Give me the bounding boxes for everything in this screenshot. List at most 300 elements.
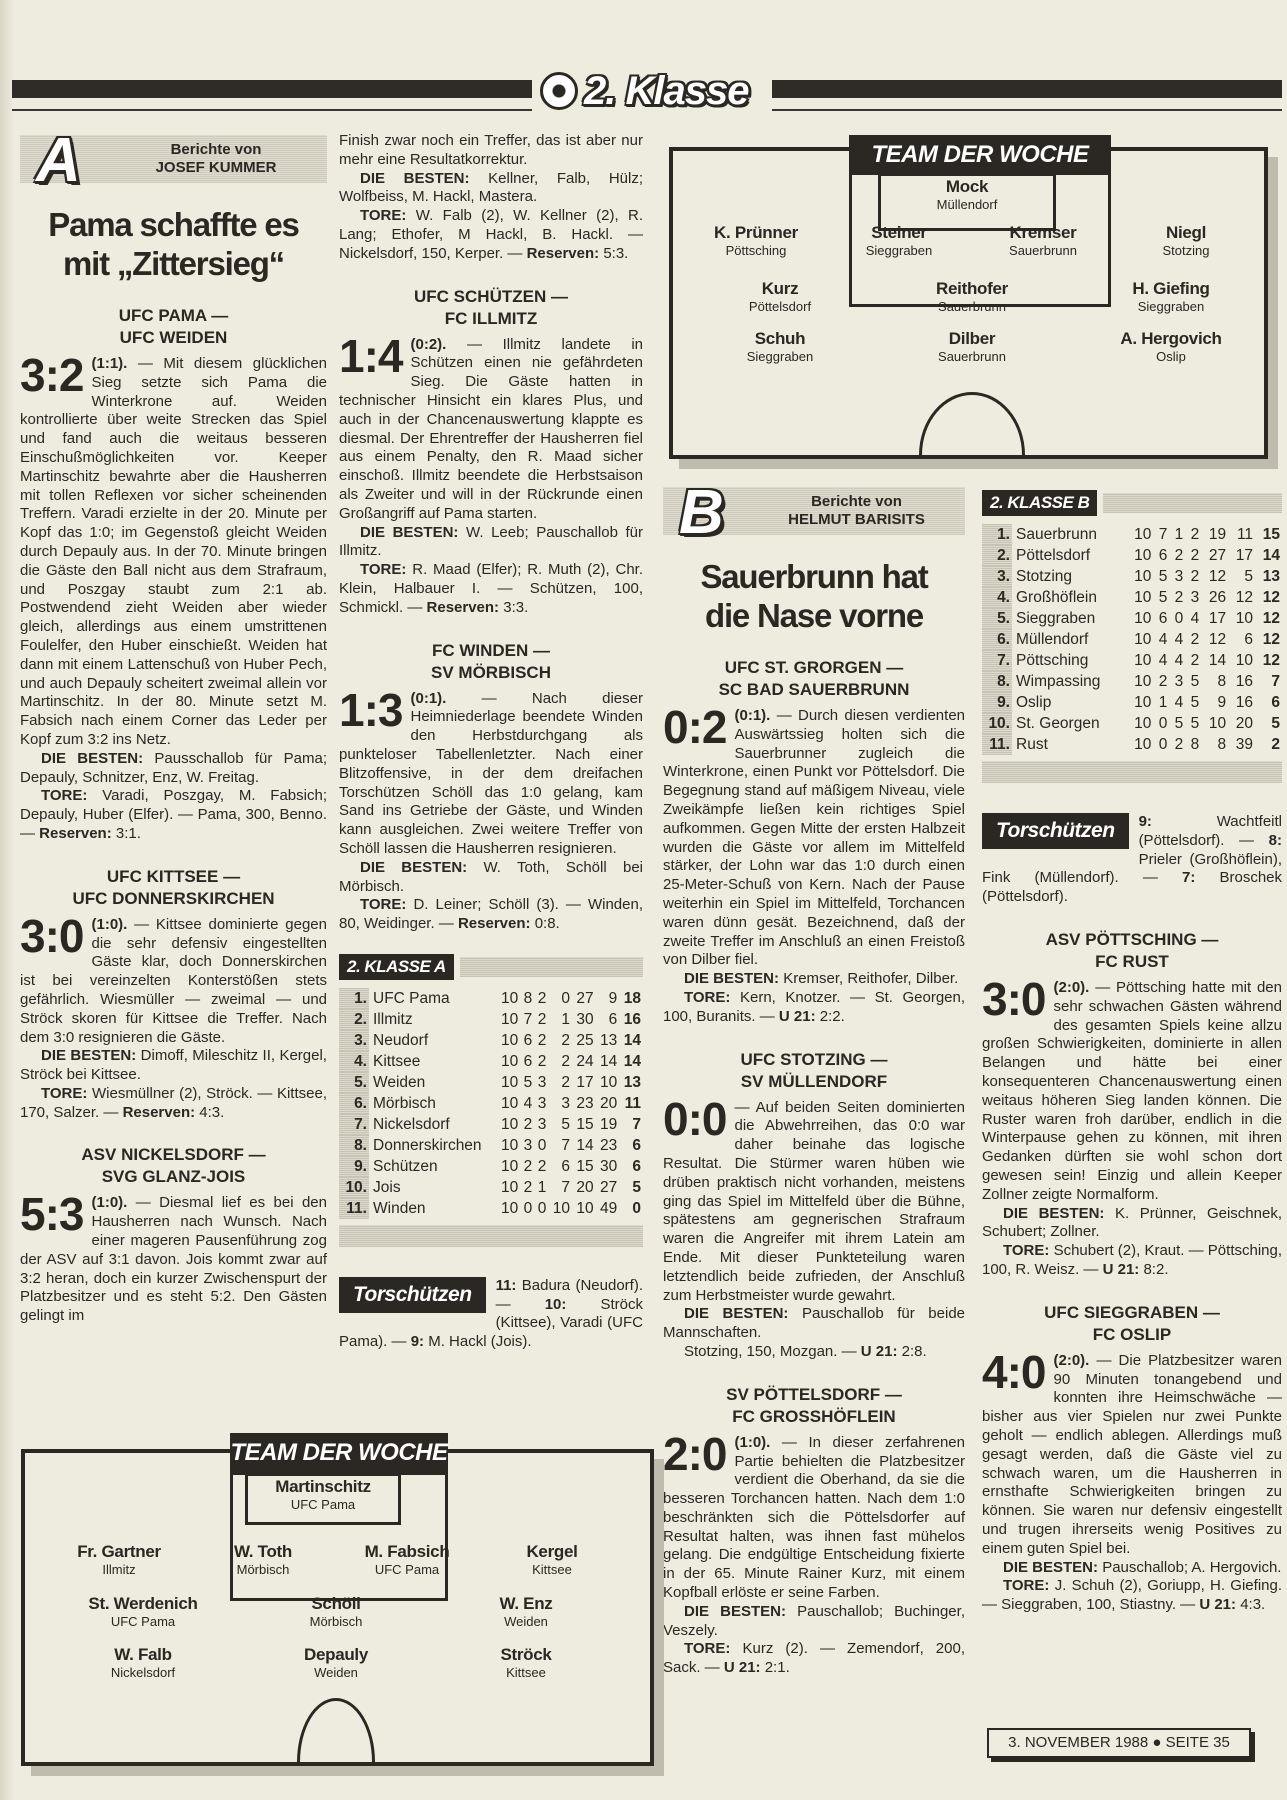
match-teams (20, 866, 327, 910)
player-club: Müllendorf (936, 197, 998, 212)
table-cell: 2 (523, 1157, 533, 1175)
top-scorers-label: Torschützen (982, 813, 1129, 849)
scorer-text: Broschek (Pöttelsdorf). (982, 869, 1283, 906)
page-number: SEITE 35 (1165, 1734, 1230, 1751)
table-cell: 25 (576, 1031, 594, 1049)
match-report (20, 909, 327, 1048)
best-players-label: DIE BESTEN: (360, 523, 459, 541)
report-text: — Mit diesem glücklichen Sieg setzte sich Pama die Winterkrone auf. Weiden kontrollierte über weite Strecken das Spiel und fand auch die weitaus besseren Einschußmöglichkeiten vor. Keeper Martinschitz bewahrte aber die Hausherren mit tollen Reflexen vor sicher scheinenden Treffern. Varadi erzielte in der 20. Minute per Kopf das 1:0; im Gegenstoß gleicht Weiden durch Depauly aus. In der 70. Minute bringen die Gäste den Ball nicht aus dem Strafraum, und Poszgay staubt zum 2:1 ab. Postwendend zieht Weiden aber wieder gleich, allerdings aus einem umstrittenen Foulelfer, den Huber einschießt. Weiden hat dann mit einem Lattenschuß von Huber Pech, und auch Depauly scheitert zweimal allein vor Martinschitz. In der 80. Minute setzt M. Fabsich nach einem Corner das Leder per Kopf zum 3:2 ins Netz. (20, 355, 327, 748)
table-cell: 27 (1208, 547, 1227, 564)
table-cell: 10 (500, 1136, 519, 1154)
table-cell: UFC Pama (373, 989, 450, 1007)
team-of-week-a (21, 1439, 654, 1766)
table-cell: 10 (1134, 610, 1152, 627)
goals-line (982, 1242, 1282, 1280)
team-of-week-title: TEAM DER WOCHE (230, 1433, 448, 1475)
table-cell: 30 (576, 1010, 594, 1028)
table-cell: 8. (982, 671, 1012, 692)
table-cell: 11 (1236, 526, 1254, 543)
halftime-score: (0:1). (734, 707, 771, 724)
table-row (339, 1156, 643, 1177)
match-report (663, 1092, 965, 1306)
goals-line (20, 1085, 327, 1123)
goal-count: 9: (410, 1333, 425, 1351)
table-cell: Nickelsdorf (373, 1115, 450, 1133)
goal-count: 10: (544, 1295, 567, 1313)
table-cell: 9. (982, 692, 1012, 713)
player (77, 1542, 161, 1578)
home-team: UFC STOTZING — (740, 1049, 888, 1069)
table-cell: 2 (523, 1115, 533, 1133)
table-row (982, 524, 1282, 545)
table-cell: 5 (1158, 589, 1168, 606)
away-team: SVG GLANZ-JOIS (101, 1167, 246, 1187)
match-score: 5:3 (20, 1188, 84, 1241)
table-cell: 23 (600, 1136, 618, 1154)
table-cell: 26 (1208, 589, 1227, 606)
table-cell: 2 (1190, 631, 1200, 648)
table-cell: 3 (561, 1094, 570, 1112)
goal-count: 8: (1268, 831, 1283, 849)
table-cell: 24 (576, 1052, 594, 1070)
away-team: FC ILLMITZ (444, 308, 538, 328)
match-score: 4:0 (982, 1345, 1046, 1398)
match-teams (982, 1302, 1282, 1346)
extra-result: 2:1. (764, 1659, 790, 1677)
reporter-name: HELMUT BARISITS (788, 511, 925, 528)
goals-text: W. Falb (2), W. Kellner (2), R. Lang; Ethofer, M Hackl, B. Hackl. — Nickelsdorf, 150, Kerper. — (339, 207, 643, 262)
table-cell: 6 (1271, 694, 1280, 711)
table-cell: 10 (500, 1031, 519, 1049)
table-cell: Müllendorf (1016, 631, 1089, 648)
table-cell: 5 (1190, 694, 1200, 711)
table-row (982, 545, 1282, 566)
player (500, 1594, 553, 1630)
player-club: Oslip (1156, 349, 1186, 364)
goals-label: TORE: (360, 561, 407, 579)
best-players-text: Pauschallob; A. Hergovich. (1102, 1558, 1282, 1576)
table-cell: 19 (600, 1115, 618, 1133)
match-teams (663, 1384, 965, 1428)
table-cell: Pöttsching (1016, 652, 1089, 669)
table-cell: 3 (537, 1115, 547, 1133)
halftime-score: (1:0). (734, 1433, 771, 1451)
table-cell: 8. (339, 1135, 369, 1156)
player-club: Pöttelsdorf (748, 299, 812, 314)
report-text: — In dieser zerfahrenen Partie behielten die Platzbesitzer verdient die Oberhand, da sie die besseren Torchancen hatten. Nach dem 1:0 beschränkten sich die Pöttelsdorfer auf Resultat halten, was ihnen fast mühelos gelang. Die endgültige Entscheidung fixierte in der 65. Minute Rainer Kurz, mit einem Kopfball erlöste er seine Farben. (663, 1433, 965, 1602)
header-rule-left (12, 80, 532, 98)
table-cell: 13 (600, 1031, 618, 1049)
player (1009, 223, 1077, 259)
table-cell: 19 (1208, 526, 1227, 543)
table-cell: 10 (500, 1094, 519, 1112)
table-cell: 1 (537, 1178, 547, 1196)
extra-label: U 21: (778, 1007, 816, 1025)
player-name: Kremser (1009, 223, 1077, 242)
table-cell: 27 (600, 1178, 618, 1196)
table-cell: 10 (552, 1199, 570, 1217)
player-name: Dilber (948, 329, 996, 348)
away-team: FC OSLIP (1092, 1324, 1172, 1344)
table-cell: 10 (500, 1052, 519, 1070)
player (111, 1645, 175, 1681)
table-cell: 2 (537, 1031, 547, 1049)
table-cell: 10 (1134, 589, 1152, 606)
extra-result: 3:1. (115, 824, 141, 842)
away-team: FC GROSSHÖFLEIN (732, 1406, 896, 1426)
table-cell: 3 (1190, 589, 1200, 606)
match-score: 0:0 (663, 1092, 727, 1145)
halftime-score: (2:0). (1053, 1351, 1090, 1369)
goals-line (982, 1577, 1282, 1615)
player-club: Kittsee (506, 1665, 546, 1680)
table-cell: 11 (624, 1094, 641, 1112)
table-row (982, 650, 1282, 671)
report-text: — Kittsee dominierte gegen die sehr defensiv eingestellten Gäste klar, doch Donnerskirchen ist bei vereinzelten Konterstößen stets gefährlich. Wiesmüller — zweimal — und Ströck skoren für Kittsee die Treffer. Nach dem 3:0 resignieren die Gäste. (20, 915, 327, 1046)
table-cell: 18 (623, 989, 641, 1007)
headline-line: Sauerbrunn hat (700, 558, 928, 595)
player-club: UFC Pama (374, 1562, 440, 1577)
table-cell: 20 (1235, 715, 1254, 732)
match-teams (339, 286, 643, 330)
match-teams (982, 929, 1282, 973)
player-name: H. Giefing (1132, 279, 1210, 298)
player (1132, 279, 1209, 315)
player-name: Schuh (754, 329, 806, 348)
match-teams (663, 1049, 965, 1093)
table-cell: 12 (1262, 631, 1280, 648)
top-scorers (339, 1277, 643, 1352)
table-cell: 10 (500, 1199, 519, 1217)
table-cell: 14 (1262, 547, 1280, 564)
goals-line (339, 896, 643, 934)
table-cell: 12 (1235, 589, 1254, 606)
table-cell: 10 (1134, 631, 1152, 648)
table-cell: 49 (600, 1199, 618, 1217)
table-cell: 5. (982, 608, 1012, 629)
table-cell: 7 (561, 1136, 570, 1154)
standings-table (982, 524, 1282, 755)
player (936, 279, 1008, 315)
player (714, 223, 798, 259)
table-cell: 6 (608, 1010, 618, 1028)
player-club: Sauerbrunn (938, 299, 1006, 314)
best-players (20, 1047, 327, 1085)
table-cell: 7 (632, 1115, 641, 1133)
scorer-text: Badura (Neudorf). — (495, 1276, 643, 1313)
player (937, 177, 998, 213)
table-row (982, 713, 1282, 734)
match-score: 3:0 (982, 972, 1046, 1025)
table-cell: 2 (1174, 547, 1184, 564)
goals-text: R. Maad (Elfer); R. Muth (2), Chr. Klein, Halbauer I. — Schützen, 100, Schmickl. — (339, 561, 644, 616)
away-team: FC RUST (1095, 951, 1169, 971)
table-cell: 14 (1208, 652, 1227, 669)
table-cell: 0 (523, 1199, 533, 1217)
table-cell: 4 (1158, 652, 1168, 669)
column-1 (20, 126, 327, 1326)
player-club: Kittsee (532, 1562, 572, 1577)
best-players (20, 750, 327, 788)
player-club: Nickelsdorf (110, 1665, 176, 1680)
table-cell: 4. (339, 1051, 369, 1072)
table-cell: 14 (623, 1052, 641, 1070)
table-row (982, 566, 1282, 587)
table-cell: 10 (500, 1073, 519, 1091)
report-text: — Auf beiden Seiten dominierten die Abwehrreihen, das 0:0 war daher beinahe das logische Resultat. Die Stürmer waren hüben wie drüben praktisch nicht vorhanden, meistens ging das Spiel im Mittelfeld über die Bühne, spätestens am gegnerischen Strafraum waren die Angreifer mit ihrem Latein am Ende. Mit dieser Punkteteilung waren letztendlich beide zufrieden, der Anschluß zum Herbstmeister wurde gewahrt. (663, 1098, 965, 1304)
table-cell: 2 (1190, 547, 1200, 564)
table-row (982, 629, 1282, 650)
best-players-text: W. Toth, Schöll bei Mörbisch. (339, 858, 644, 895)
table-cell: 5 (1244, 568, 1254, 585)
reporter-byline (663, 478, 965, 547)
table-cell: 1 (1158, 694, 1168, 711)
table-cell: 20 (600, 1094, 618, 1112)
table-cell: 10 (500, 989, 519, 1007)
best-players-label: DIE BESTEN: (41, 749, 144, 767)
table-cell: 10 (576, 1199, 594, 1217)
table-cell: 10. (982, 713, 1012, 734)
table-cell: 5 (632, 1178, 641, 1196)
table-cell: 10 (1134, 715, 1152, 732)
extra-label: U 21: (1199, 1596, 1237, 1614)
table-row (339, 1114, 643, 1135)
table-cell: 2. (339, 1009, 369, 1030)
extra-label: Reserven: (39, 824, 112, 842)
report-text: — Nach dieser Heimniederlage beendete Winden den Herbstdurchgang als punkteloser Tabellenletzter. Nach einer Blitzoffensive, in der dem dreifachen Torschützen Schöll das 1:0 gelang, kam Sand ins Getriebe der Gäste, und Winden kann ausgleichen. Zwei weitere Treffer von Schöll lassen die Hausherren resignieren. (339, 689, 643, 857)
table-row (339, 1135, 643, 1156)
table-cell: Oslip (1016, 694, 1052, 711)
team-of-week-b (669, 141, 1268, 459)
report-text: — Die Platzbesitzer waren 90 Minuten tonangebend und konnten ihre Heimschwäche — bisher aus vier Spielen nur zwei Punkte geholt — endlich ablegen. Allerdings muß gesagt werden, daß die Gäste viel zu schwach waren, um die Hausherren in ernsthafte Schwierigkeiten bringen zu können. Sie waren nur defensiv eingestellt und trugen ihrerseits wenig Positives zu einem guten Spiel bei. (982, 1351, 1282, 1557)
player-name: Kergel (526, 1542, 578, 1561)
goal-count: 9: (1138, 813, 1152, 830)
table-cell: 6. (982, 629, 1012, 650)
table-cell: 9 (1217, 694, 1227, 711)
headline-line: mit „Zittersieg“ (62, 245, 284, 282)
goal-count: 11: (495, 1276, 517, 1294)
halftime-score: (1:0). (91, 1194, 128, 1212)
table-cell: 5. (339, 1072, 369, 1093)
best-players-text: Dimoff, Mileschitz II, Kergel, Ströck bei Kittsee. (20, 1047, 327, 1084)
table-cell: 5 (1190, 715, 1200, 732)
table-cell: 12 (1262, 610, 1280, 627)
extra-label: U 21: (1102, 1260, 1140, 1278)
goals-text: Kurz (2). — Zemendorf, 200, Sack. — (663, 1640, 966, 1677)
center-circle (919, 392, 1025, 455)
match-report (663, 1427, 965, 1603)
table-cell: 7 (523, 1010, 533, 1028)
column-2 (339, 132, 643, 1352)
standings-title (339, 954, 643, 980)
table-cell: 5 (523, 1073, 533, 1091)
extra-label: Reserven: (457, 915, 531, 933)
report-text: — Diesmal lief es bei den Hausherren nach Wunsch. Nach einer mageren Pausenführung zog der ASV auf 3:1 davon. Jois kommt zwar auf 3:2 heran, doch ein kurzer Zwischenspurt der Platzbesitzer und es steht 5:2. Den Gästen gelingt im (20, 1194, 327, 1325)
table-cell: 2 (1271, 736, 1280, 753)
table-cell: 14 (623, 1031, 641, 1049)
table-cell: 6 (1158, 610, 1168, 627)
standings-title-text: 2. KLASSE B (982, 490, 1097, 516)
section-title-text: 2. Klasse (584, 68, 749, 113)
header-thin-rule-left (12, 109, 532, 111)
table-cell: 0 (632, 1199, 641, 1217)
table-cell: 9 (608, 989, 618, 1007)
table-cell: 1. (339, 988, 369, 1009)
extra-label: Reserven: (526, 244, 600, 262)
table-cell: 4 (1174, 694, 1184, 711)
match-score: 3:0 (20, 909, 84, 962)
best-players-label: DIE BESTEN: (41, 1047, 137, 1065)
column-4 (982, 490, 1282, 1615)
home-team: ASV PÖTTSCHING — (1045, 929, 1219, 949)
player (310, 1594, 363, 1630)
table-row (982, 608, 1282, 629)
table-cell: 4. (982, 587, 1012, 608)
player-name: St. Werdenich (88, 1594, 198, 1613)
away-team: UFC WEIDEN (119, 328, 228, 347)
table-cell: 10 (500, 1178, 519, 1196)
page-footer (987, 1728, 1251, 1758)
extra-result: 2:8. (901, 1342, 927, 1360)
headline-line: Pama schaffte es (48, 206, 299, 243)
table-cell: 2 (1174, 589, 1184, 606)
player-name: Fr. Gartner (77, 1542, 161, 1561)
table-cell: 7. (982, 650, 1012, 671)
halftime-score: (1:1). (91, 355, 128, 372)
player-name: A. Hergovich (1120, 329, 1222, 348)
table-cell: 4 (1190, 610, 1200, 627)
table-cell: 5 (1158, 568, 1168, 585)
byline-label: Berichte von (170, 141, 262, 158)
table-cell: 2 (561, 1073, 570, 1091)
match-score: 1:3 (339, 683, 403, 736)
table-cell: 3 (1174, 673, 1184, 690)
table-cell: 6 (523, 1031, 533, 1049)
table-cell: 2 (561, 1031, 570, 1049)
goals-text: Wiesmüllner (2), Ströck. — Kittsee, 170, Salzer. — (20, 1084, 327, 1121)
match-score: 0:2 (663, 701, 727, 753)
table-cell: 3 (537, 1094, 547, 1112)
header-rule-right (772, 80, 1282, 98)
goals-text: Stotzing, 150, Mozgan. — (684, 1342, 857, 1360)
match-report (982, 972, 1282, 1205)
away-team: SV MÜLLENDORF (740, 1071, 888, 1091)
player-name: Depauly (303, 1645, 369, 1664)
halftime-score: (2:0). (1053, 978, 1090, 996)
goals-line (663, 1640, 965, 1678)
table-cell: 6 (561, 1157, 570, 1175)
table-cell: Rust (1016, 736, 1048, 753)
table-cell: Jois (373, 1178, 401, 1196)
player (365, 1542, 450, 1578)
player-name: Steiner (871, 223, 927, 242)
match-teams (663, 657, 965, 701)
reporter-name: JOSEF KUMMER (155, 159, 277, 176)
match-teams (339, 640, 643, 684)
reporter (758, 493, 955, 529)
goals-label: TORE: (360, 207, 407, 225)
table-footer-bar (982, 761, 1282, 783)
table-cell: 10 (1134, 673, 1152, 690)
table-cell: 3. (339, 1030, 369, 1051)
table-cell: 5 (1190, 673, 1200, 690)
best-players (339, 524, 643, 562)
report-text: — Illmitz landete in Schützen einen nie gefährdeten Sieg. Die Gäste hatten in technischer Hinsicht ein klares Plus, und auch in der Chancenauswertung klappte es diesmal. Der Ehrentreffer der Hausherren fiel aus einem Penalty, den R. Maad sicher einschoß. Illmitz beendete die Herbstsaison als Zweiter und will in der Rückrunde einen Großangriff auf Pama starten. (339, 335, 644, 522)
goals-text: Varadi, Poszgay, M. Fabsich; Depauly, Huber (Elfer). — Pama, 300, Benno. — (20, 787, 327, 842)
halftime-score: (1:0). (91, 915, 128, 933)
table-row (339, 988, 643, 1009)
soccer-ball-icon (540, 72, 578, 110)
player (938, 329, 1006, 365)
goals-text: D. Leiner; Schöll (3). — Winden, 80, Weidinger. — (339, 896, 643, 933)
table-cell: 7 (1158, 526, 1168, 543)
table-footer-bar (339, 1225, 643, 1247)
best-players (663, 1305, 965, 1343)
headline (20, 205, 327, 283)
table-cell: 12 (1262, 589, 1280, 606)
section-letter-logo: A (36, 126, 81, 195)
table-cell: 0 (537, 1136, 547, 1154)
team-of-week-title: TEAM DER WOCHE (849, 135, 1111, 175)
home-team: UFC KITTSEE — (106, 866, 241, 886)
table-cell: 2 (1190, 526, 1200, 543)
report-continued (339, 132, 643, 170)
goals-line (663, 989, 965, 1027)
player-name: W. Enz (499, 1594, 553, 1613)
table-cell: Donnerskirchen (373, 1136, 482, 1154)
table-cell: Neudorf (373, 1031, 429, 1049)
headline (663, 557, 965, 635)
best-players-label: DIE BESTEN: (360, 169, 470, 187)
table-cell: 10 (1134, 526, 1152, 543)
table-cell: 0 (1158, 736, 1168, 753)
standings-title (982, 490, 1282, 516)
home-team: UFC SCHÜTZEN — (414, 286, 568, 306)
table-cell: 14 (576, 1136, 594, 1154)
match-report (20, 349, 327, 750)
table-cell: 3 (1174, 568, 1184, 585)
center-circle (297, 1698, 375, 1762)
issue-date: 3. NOVEMBER 1988 (1008, 1734, 1149, 1751)
table-cell: 2. (982, 545, 1012, 566)
extra-result: 0:8. (534, 915, 560, 933)
table-cell: 15 (576, 1157, 594, 1175)
standings-table (339, 988, 643, 1219)
best-players-text: Pauschallob für beide Mannschaften. (663, 1305, 966, 1342)
player (500, 1645, 551, 1681)
goals-label: TORE: (41, 787, 88, 805)
table-cell: 13 (1262, 568, 1280, 585)
table-cell: 10 (1134, 547, 1152, 564)
table-cell: 2 (1190, 652, 1200, 669)
player-name: Martinschitz (275, 1477, 371, 1496)
player (304, 1645, 368, 1681)
table-cell: 10 (1235, 610, 1254, 627)
table-cell: 9. (339, 1156, 369, 1177)
home-team: UFC ST. GRORGEN — (724, 658, 904, 677)
extra-result: 2:2. (819, 1007, 845, 1025)
table-cell: 2 (537, 1052, 547, 1070)
standings-title-text: 2. KLASSE A (339, 954, 454, 980)
table-row (339, 1009, 643, 1030)
table-cell: 6. (339, 1093, 369, 1114)
extra-result: 8:2. (1143, 1260, 1169, 1278)
table-cell: 16 (623, 1010, 641, 1028)
table-cell: 7 (1271, 673, 1280, 690)
table-cell: 10 (1134, 736, 1152, 753)
match-score: 2:0 (663, 1427, 727, 1480)
best-players (339, 859, 643, 897)
